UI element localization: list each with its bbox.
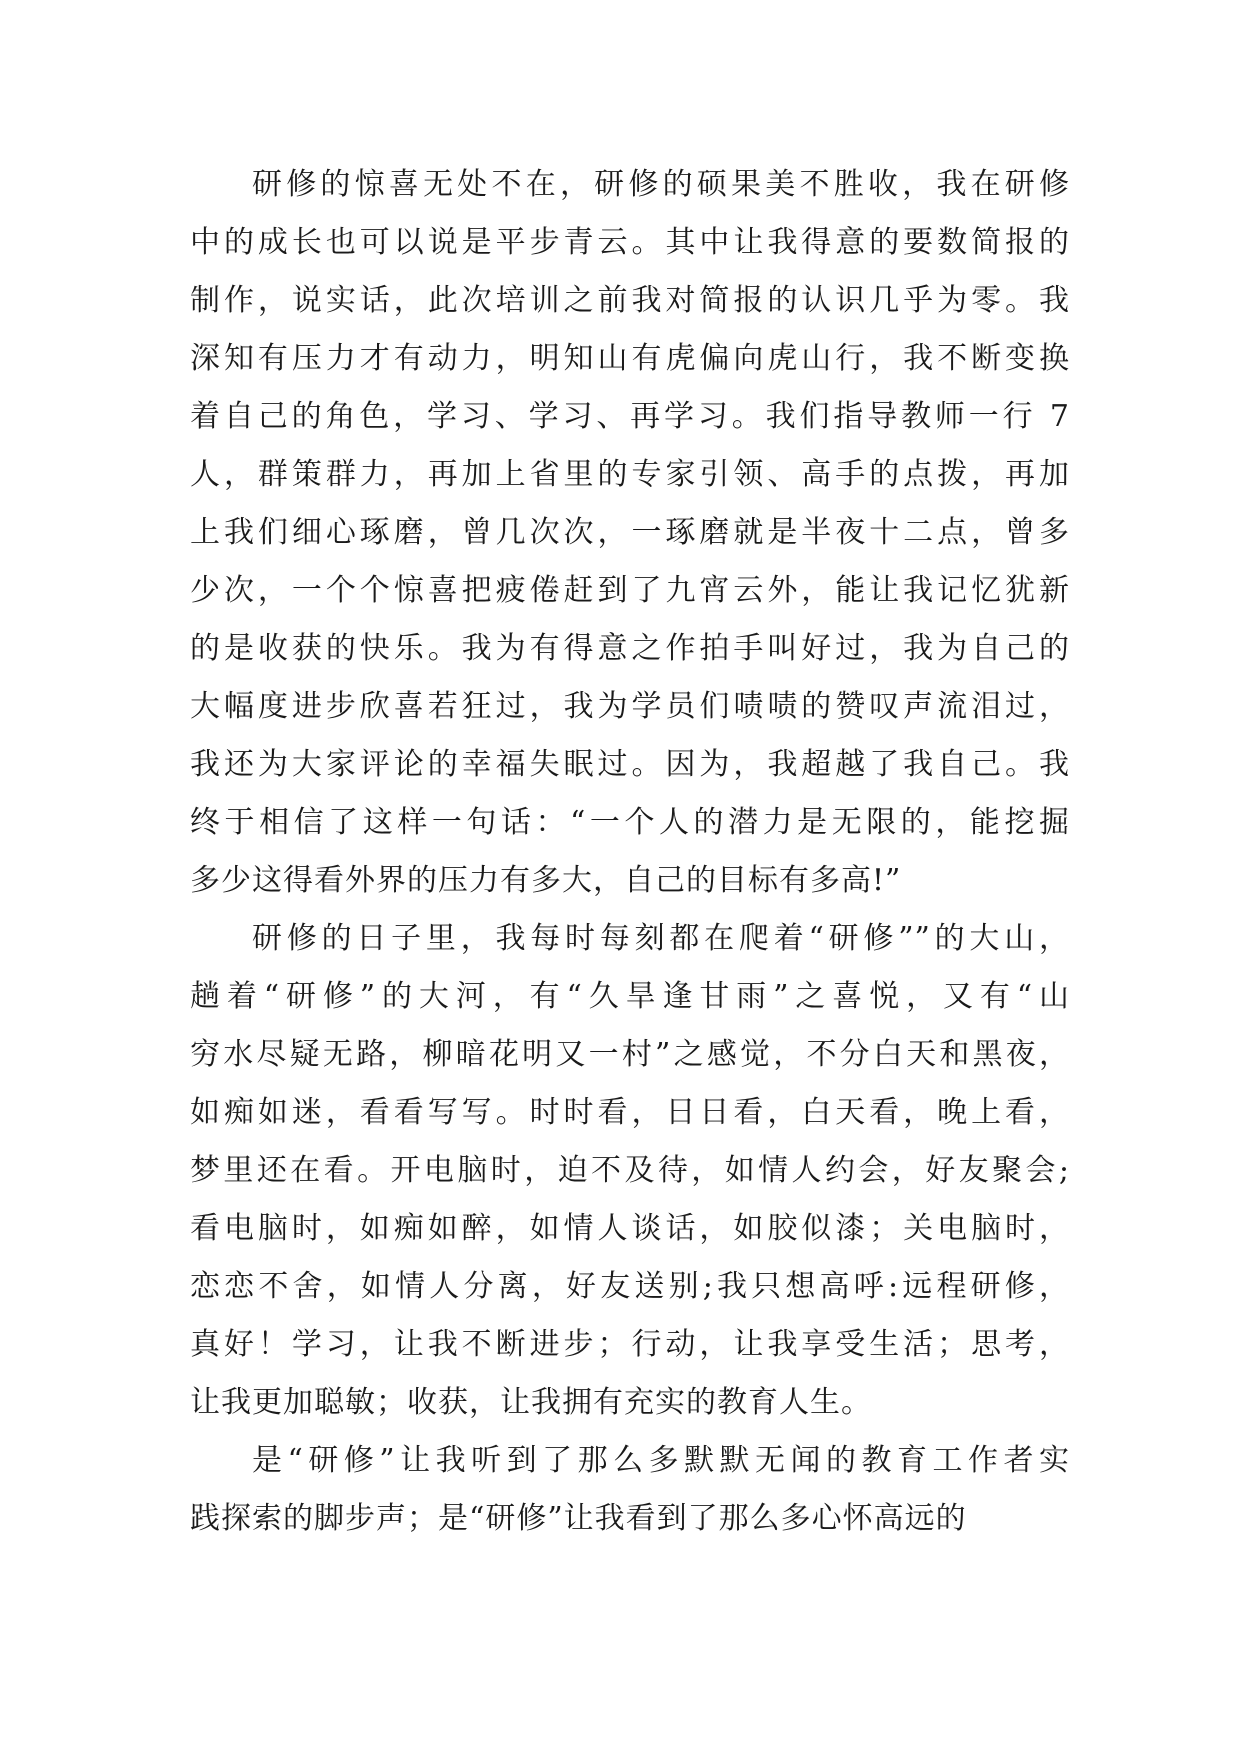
text-line: 梦里还在看。开电脑时，迫不及待，如情人约会，好友聚会;	[190, 1153, 1070, 1188]
text-line: 着自己的角色，学习、学习、再学习。我们指导教师一行 7	[190, 399, 1070, 434]
text-line: 的是收获的快乐。我为有得意之作拍手叫好过，我为自己的	[190, 631, 1070, 666]
text-line: 制作，说实话，此次培训之前我对简报的认识几乎为零。我	[190, 283, 1070, 318]
text-line: 终于相信了这样一句话：“一个人的潜力是无限的，能挖掘	[190, 805, 1070, 840]
text-line: 研修的惊喜无处不在，研修的硕果美不胜收，我在研修	[252, 167, 1070, 202]
text-line: 真好！学习，让我不断进步；行动，让我享受生活；思考，	[190, 1327, 1070, 1362]
paragraph	[190, 156, 1070, 910]
text-line: 恋恋不舍，如情人分离，好友送别;我只想高呼:远程研修，	[190, 1269, 1070, 1304]
paragraph	[190, 910, 1070, 1432]
text-line: 我还为大家评论的幸福失眠过。因为，我超越了我自己。我	[190, 747, 1070, 782]
text-line: 如痴如迷，看看写写。时时看，日日看，白天看，晚上看，	[190, 1095, 1070, 1130]
text-line: 让我更加聪敏；收获，让我拥有充实的教育人生。	[190, 1385, 872, 1420]
text-line: 是“研修”让我听到了那么多默默无闻的教育工作者实	[252, 1443, 1070, 1478]
text-line: 看电脑时，如痴如醉，如情人谈话，如胶似漆；关电脑时，	[190, 1211, 1070, 1246]
text-line: 中的成长也可以说是平步青云。其中让我得意的要数简报的	[190, 225, 1070, 260]
text-line: 上我们细心琢磨，曾几次次，一琢磨就是半夜十二点，曾多	[190, 515, 1070, 550]
text-line: 人，群策群力，再加上省里的专家引领、高手的点拨，再加	[190, 457, 1070, 492]
paragraph	[190, 1432, 1070, 1548]
text-line: 践探索的脚步声；是“研修”让我看到了那么多心怀高远的	[190, 1501, 967, 1536]
text-line: 少次，一个个惊喜把疲倦赶到了九宵云外，能让我记忆犹新	[190, 573, 1070, 608]
text-line: 深知有压力才有动力，明知山有虎偏向虎山行，我不断变换	[190, 341, 1070, 376]
document-body	[190, 156, 1070, 1548]
text-line: 穷水尽疑无路，柳暗花明又一村”之感觉，不分白天和黑夜，	[190, 1037, 1070, 1072]
text-line: 研修的日子里，我每时每刻都在爬着“研修””的大山，	[252, 921, 1070, 956]
text-line: 趟着“研修”的大河，有“久旱逢甘雨”之喜悦，又有“山	[190, 979, 1070, 1014]
text-line: 多少这得看外界的压力有多大，自己的目标有多高!”	[190, 863, 902, 898]
text-line: 大幅度进步欣喜若狂过，我为学员们啧啧的赞叹声流泪过，	[190, 689, 1070, 724]
